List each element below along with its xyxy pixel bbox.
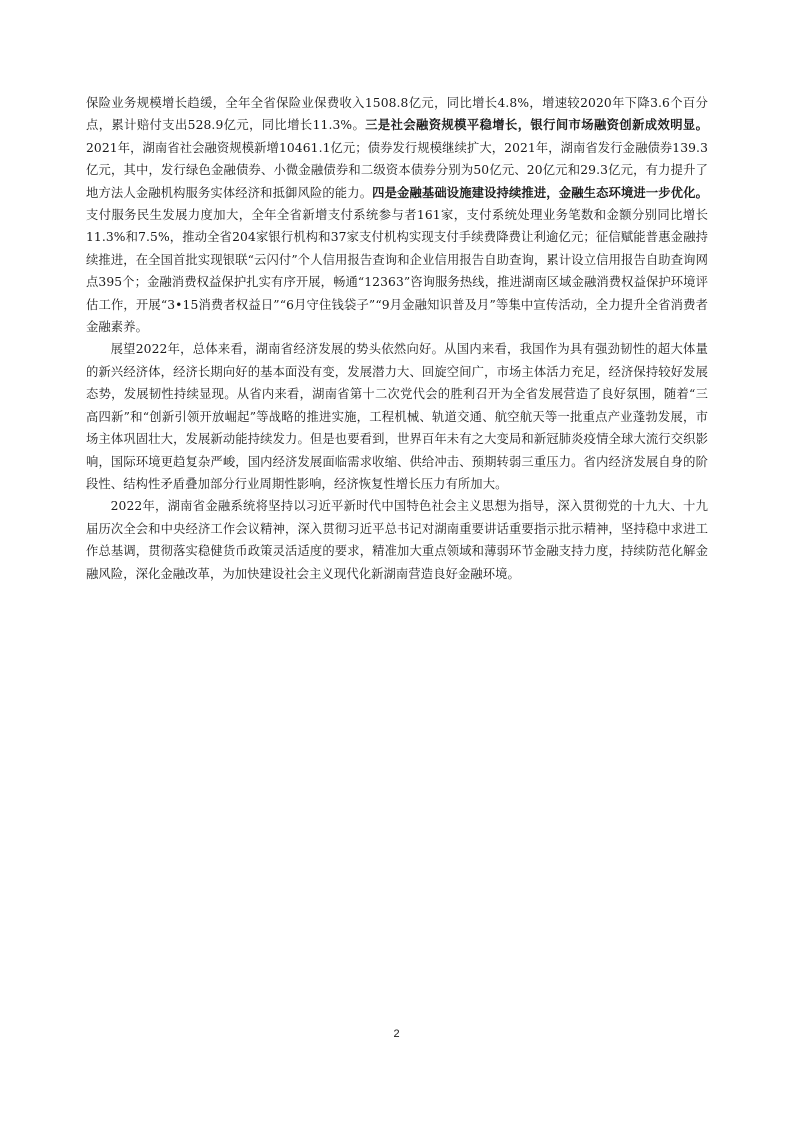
paragraph-3-segment: 2022年，湖南省金融系统将坚持以习近平新时代中国特色社会主义思想为指导，深入贯彻党的十九大、十九届历次全会和中央经济工作会议精神，深入贯彻习近平总书记对湖南重要讲话重要指示批示精神，坚持稳中求进工作总基调，贯彻落实稳健货币政策灵活适度的要求，精准加大重点领域和薄弱环节金融支持力度，持续防范化解金融风险，深化金融改革，为加快建设社会主义现代化新湖南营造良好金融环境。 xyxy=(86,499,708,581)
paragraph-2 xyxy=(86,338,708,495)
page-number: 2 xyxy=(393,1028,400,1040)
paragraph-1-segment: 保险业务规模增长趋缓，全年全省保险业保费收入1508.8亿元，同比增长4.8%，增速较2020年下降3.6个百分点，累计赔付支出528.9亿元，同比增长11.3%。 xyxy=(86,96,708,133)
paragraph-1-bold-heading: 三是社会融资规模平稳增长，银行间市场融资创新成效明显。 xyxy=(365,117,709,133)
paragraph-1-bold-heading: 四是金融基础设施建设持续推进，金融生态环境进一步优化。 xyxy=(372,184,708,200)
paragraph-1-segment: 2021年，湖南省社会融资规模新增10461.1亿元；债券发行规模继续扩大，2021年，湖南省发行金融债券139.3亿元，其中，发行绿色金融债券、小微金融债券和二级资本债券分别为50亿元、20亿元和29.3亿元，有力提升了地方法人金融机构服务实体经济和抵御风险的能力。 xyxy=(86,140,708,200)
paragraph-3 xyxy=(86,495,708,585)
paragraph-2-segment: 展望2022年，总体来看，湖南省经济发展的势头依然向好。从国内来看，我国作为具有强劲韧性的超大体量的新兴经济体，经济长期向好的基本面没有变，发展潜力大、回旋空间广，市场主体活力充足，经济保持较好发展态势，发展韧性持续显现。从省内来看，湖南省第十二次党代会的胜利召开为全省发展营造了良好氛围，随着“三高四新”和“创新引领开放崛起”等战略的推进实施，工程机械、轨道交通、航空航天等一批重点产业蓬勃发展，市场主体巩固壮大，发展新动能持续发力。但是也要看到，世界百年未有之大变局和新冠肺炎疫情全球大流行交织影响，国际环境更趋复杂严峻，国内经济发展面临需求收缩、供给冲击、预期转弱三重压力。省内经济发展自身的阶段性、结构性矛盾叠加部分行业周期性影响，经济恢复性增长压力有所加大。 xyxy=(86,342,708,491)
paragraph-1-segment: 支付服务民生发展力度加大，全年全省新增支付系统参与者161家，支付系统处理业务笔数和金额分别同比增长11.3%和7.5%，推动全省204家银行机构和37家支付机构实现支付手续费降费让利逾亿元；征信赋能普惠金融持续推进，在全国首批实现银联“云闪付”个人信用报告查询和企业信用报告自助查询，累计设立信用报告自助查询网点395个；金融消费权益保护扎实有序开展，畅通“12363”咨询服务热线，推进湖南区域金融消费权益保护环境评估工作，开展“3•15消费者权益日”“6月守住钱袋子”“9月金融知识普及月”等集中宣传活动，全力提升全省消费者金融素养。 xyxy=(86,208,708,335)
page-body xyxy=(86,92,708,585)
paragraph-1 xyxy=(86,92,708,338)
